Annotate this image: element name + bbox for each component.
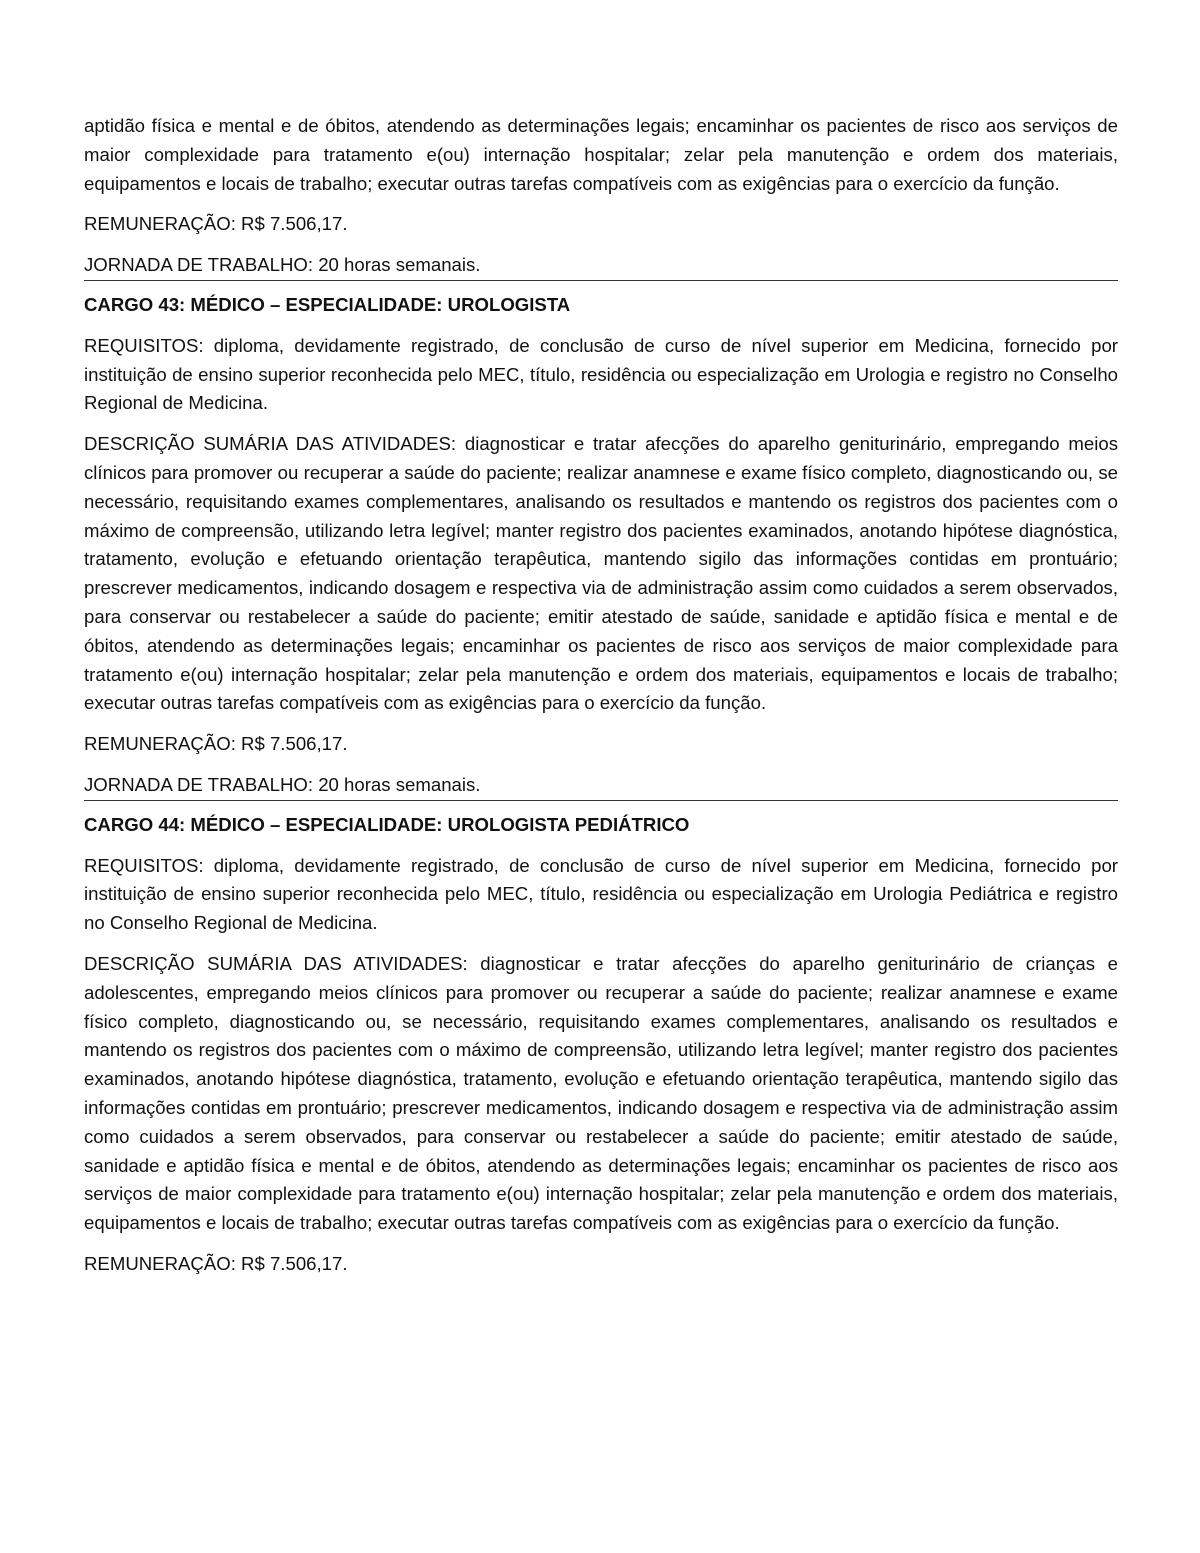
cargo-43-descricao: DESCRIÇÃO SUMÁRIA DAS ATIVIDADES: diagnosticar e tratar afecções do aparelho geniturinário, empregando meios clínicos para promover ou recuperar a saúde do paciente; realizar anamnese e exame físico completo, diagnosticando ou, se necessário, requisitando exames complementares, analisando os resultados e mantendo os registros dos pacientes com o máximo de compreensão, utilizando letra legível; manter registro dos pacientes examinados, anotando hipótese diagnóstica, tratamento, evolução e efetuando orientação terapêutica, mantendo sigilo das informações contidas em prontuário; prescrever medicamentos, indicando dosagem e respectiva via de administração assim como cuidados a serem observados, para conservar ou restabelecer a saúde do paciente; emitir atestado de saúde, sanidade e aptidão física e mental e de óbitos, atendendo as determinações legais; encaminhar os pacientes de risco aos serviços de maior complexidade para tratamento e(ou) internação hospitalar; zelar pela manutenção e ordem dos materiais, equipamentos e locais de trabalho; executar outras tarefas compatíveis com as exigências para o exercício da função. [84, 433, 1118, 714]
cargo-43-jornada: JORNADA DE TRABALHO: 20 horas semanais. [84, 773, 481, 795]
document-body [84, 112, 1118, 1291]
section-divider [84, 800, 1118, 801]
cargo-43-title: CARGO 43: MÉDICO – ESPECIALIDADE: UROLOGISTA [84, 293, 571, 315]
cargo-43-requisitos: REQUISITOS: diploma, devidamente registrado, de conclusão de curso de nível superior em Medicina, fornecido por instituição de ensino superior reconhecida pelo MEC, título, residência ou especialização em Urologia e registro no Conselho Regional de Medicina. [84, 334, 1118, 414]
cargo-44-requisitos: REQUISITOS: diploma, devidamente registrado, de conclusão de curso de nível superior em Medicina, fornecido por instituição de ensino superior reconhecida pelo MEC, título, residência ou especialização em Urologia Pediátrica e registro no Conselho Regional de Medicina. [84, 854, 1118, 934]
cargo-44-title: CARGO 44: MÉDICO – ESPECIALIDADE: UROLOGISTA PEDIÁTRICO [84, 813, 690, 835]
cargo-44-remuneracao: REMUNERAÇÃO: R$ 7.506,17. [84, 1252, 348, 1274]
cargo-43-remuneracao: REMUNERAÇÃO: R$ 7.506,17. [84, 733, 348, 755]
previous-cargo-jornada: JORNADA DE TRABALHO: 20 horas semanais. [84, 254, 481, 276]
previous-cargo-description-continued: aptidão física e mental e de óbitos, atendendo as determinações legais; encaminhar os pacientes de risco aos serviços de maior complexidade para tratamento e(ou) internação hospitalar; zelar pela manutenção e ordem dos materiais, equipamentos e locais de trabalho; executar outras tarefas compatíveis com as exigências para o exercício da função. [84, 115, 1118, 194]
cargo-44-descricao: DESCRIÇÃO SUMÁRIA DAS ATIVIDADES: diagnosticar e tratar afecções do aparelho geniturinário de crianças e adolescentes, empregando meios clínicos para promover ou recuperar a saúde do paciente; realizar anamnese e exame físico completo, diagnosticando ou, se necessário, requisitando exames complementares, analisando os resultados e mantendo os registros dos pacientes com o máximo de compreensão, utilizando letra legível; manter registro dos pacientes examinados, anotando hipótese diagnóstica, tratamento, evolução e efetuando orientação terapêutica, mantendo sigilo das informações contidas em prontuário; prescrever medicamentos, indicando dosagem e respectiva via de administração assim como cuidados a serem observados, para conservar ou restabelecer a saúde do paciente; emitir atestado de saúde, sanidade e aptidão física e mental e de óbitos, atendendo as determinações legais; encaminhar os pacientes de risco aos serviços de maior complexidade para tratamento e(ou) internação hospitalar; zelar pela manutenção e ordem dos materiais, equipamentos e locais de trabalho; executar outras tarefas compatíveis com as exigências para o exercício da função. [84, 952, 1118, 1234]
section-divider [84, 280, 1118, 281]
previous-cargo-remuneracao: REMUNERAÇÃO: R$ 7.506,17. [84, 213, 348, 235]
